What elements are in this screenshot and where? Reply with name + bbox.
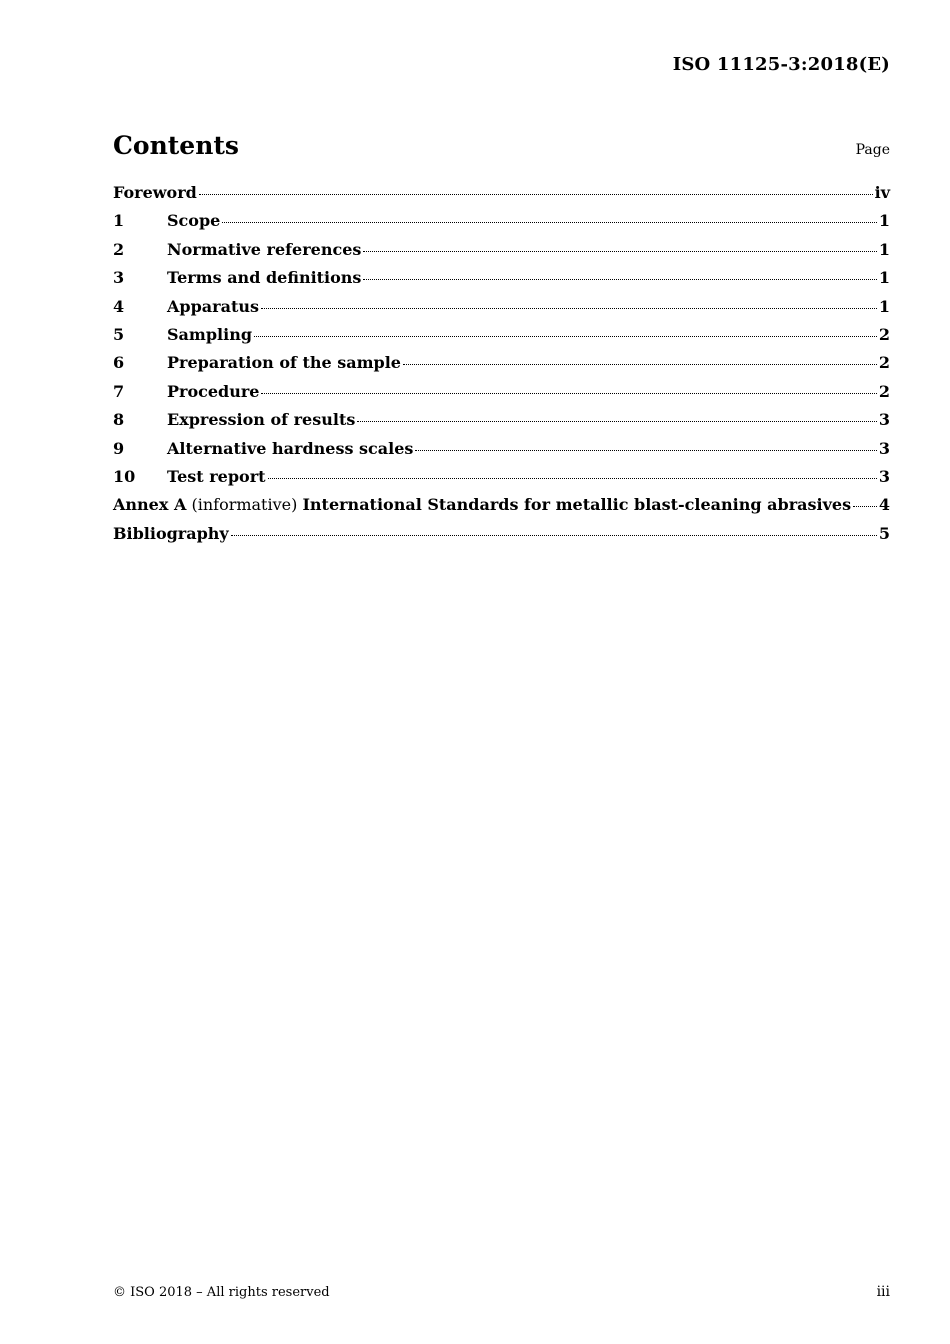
toc-entry-page: 1	[878, 239, 890, 259]
toc-entry-title	[113, 495, 851, 514]
toc-entry-page: 2	[878, 353, 890, 373]
toc-entry-test-report[interactable]	[113, 467, 890, 495]
toc-entry-title: Terms and definitions	[167, 268, 362, 288]
toc-entry-title: Expression of results	[167, 410, 356, 430]
table-of-contents	[113, 183, 890, 552]
toc-entry-number: 3	[113, 268, 125, 288]
toc-dot-leader	[403, 364, 877, 365]
toc-entry-number: 4	[113, 296, 125, 316]
toc-entry-annex-a[interactable]	[113, 495, 890, 523]
toc-dot-leader	[261, 393, 876, 394]
annex-label: Annex A	[113, 495, 187, 515]
footer-page-number: iii	[876, 1284, 890, 1300]
toc-entry-title: Normative references	[167, 239, 362, 259]
document-id: ISO 11125-3:2018(E)	[672, 54, 890, 75]
toc-entry-page: 4	[878, 495, 890, 515]
toc-entry-number: 2	[113, 239, 125, 259]
annex-note: (informative)	[186, 495, 303, 515]
toc-entry-apparatus[interactable]	[113, 297, 890, 325]
toc-entry-number: 7	[113, 381, 125, 401]
toc-dot-leader	[222, 222, 877, 223]
toc-entry-terms-and-definitions[interactable]	[113, 268, 890, 296]
toc-entry-page: 1	[878, 296, 890, 316]
toc-entry-sampling[interactable]	[113, 325, 890, 353]
toc-entry-alternative-hardness-scales[interactable]	[113, 439, 890, 467]
toc-entry-page: 3	[878, 438, 890, 458]
toc-entry-title: Alternative hardness scales	[167, 438, 414, 458]
toc-entry-normative-references[interactable]	[113, 240, 890, 268]
toc-entry-number: 8	[113, 410, 125, 430]
toc-entry-page: 3	[878, 410, 890, 430]
toc-entry-title: Preparation of the sample	[167, 353, 401, 373]
toc-dot-leader	[199, 194, 873, 195]
toc-entry-number: 1	[113, 211, 125, 231]
contents-title: Contents	[113, 131, 240, 160]
toc-entry-page: 1	[878, 268, 890, 288]
toc-entry-page: iv	[874, 183, 890, 202]
toc-entry-bibliography[interactable]	[113, 524, 890, 552]
toc-entry-expression-of-results[interactable]	[113, 410, 890, 438]
toc-dot-leader	[853, 506, 877, 507]
toc-dot-leader	[357, 421, 877, 422]
toc-entry-scope[interactable]	[113, 211, 890, 239]
toc-entry-page: 2	[878, 381, 890, 401]
toc-dot-leader	[363, 279, 876, 280]
toc-entry-title: Test report	[167, 466, 266, 486]
toc-entry-page: 2	[878, 324, 890, 344]
toc-dot-leader	[415, 450, 876, 451]
toc-entry-page: 1	[878, 211, 890, 231]
toc-entry-number: 5	[113, 324, 125, 344]
toc-entry-number: 10	[113, 466, 136, 486]
toc-entry-foreword[interactable]	[113, 183, 890, 211]
toc-dot-leader	[268, 478, 877, 479]
toc-entry-title: Apparatus	[167, 296, 259, 316]
toc-dot-leader	[363, 251, 876, 252]
toc-dot-leader	[231, 535, 877, 536]
toc-dot-leader	[254, 336, 877, 337]
toc-entry-title: Bibliography	[113, 523, 229, 543]
toc-entry-title: Scope	[167, 211, 221, 231]
toc-entry-procedure[interactable]	[113, 382, 890, 410]
toc-entry-number: 9	[113, 438, 125, 458]
toc-entry-title: Procedure	[167, 381, 260, 401]
footer-copyright: © ISO 2018 – All rights reserved	[113, 1285, 330, 1300]
toc-entry-title: Foreword	[113, 183, 197, 202]
toc-entry-preparation-of-sample[interactable]	[113, 353, 890, 381]
page-column-label: Page	[855, 142, 890, 158]
annex-title: International Standards for metallic blast-cleaning abrasives	[302, 495, 852, 515]
toc-entry-title: Sampling	[167, 324, 253, 344]
toc-entry-number: 6	[113, 353, 125, 373]
toc-entry-page: 5	[878, 523, 890, 543]
toc-dot-leader	[261, 308, 877, 309]
toc-entry-page: 3	[878, 466, 890, 486]
